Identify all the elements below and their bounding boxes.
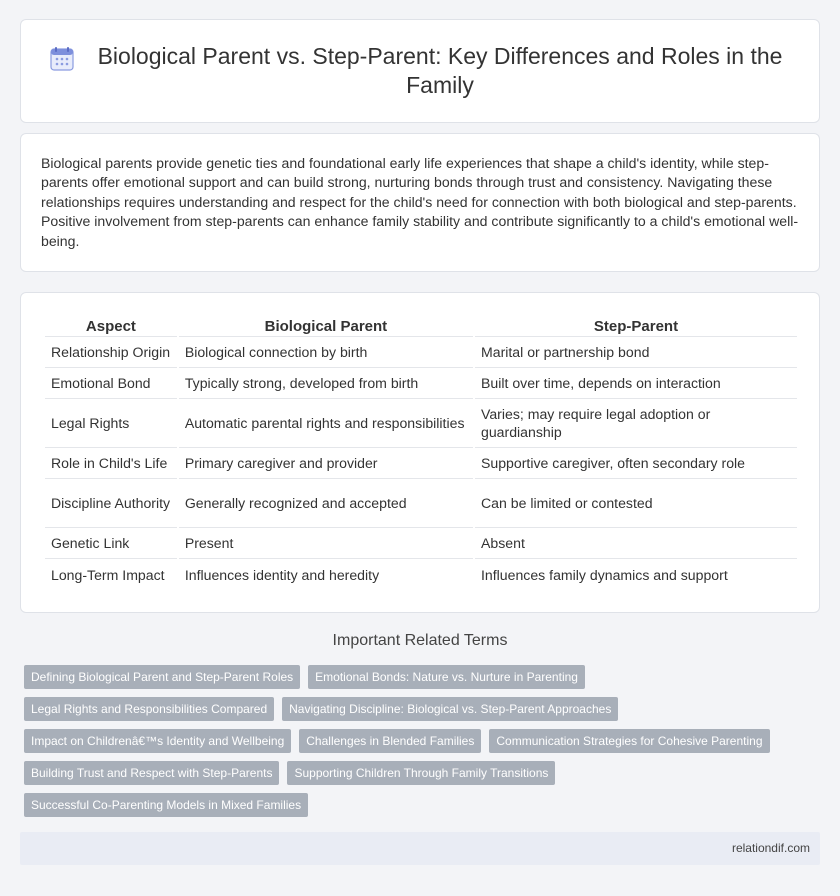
- related-term-tag[interactable]: Legal Rights and Responsibilities Compared: [24, 697, 274, 721]
- cell-biological: Generally recognized and accepted: [179, 479, 473, 528]
- cell-aspect: Role in Child's Life: [45, 448, 177, 479]
- related-term-tag[interactable]: Emotional Bonds: Nature vs. Nurture in Parenting: [308, 665, 585, 689]
- related-terms-title: Important Related Terms: [332, 632, 508, 649]
- related-terms-list: [24, 665, 814, 825]
- cell-step: Built over time, depends on interaction: [475, 368, 797, 399]
- table-row: [45, 337, 797, 368]
- cell-aspect: Long-Term Impact: [51, 566, 165, 583]
- cell-step: Marital or partnership bond: [475, 337, 797, 368]
- cell-step: Varies; may require legal adoption or guardianship: [475, 399, 797, 448]
- table-row: [45, 479, 797, 528]
- cell-step: Supportive caregiver, often secondary role: [475, 448, 797, 479]
- tag-row: [24, 729, 814, 753]
- page-title: Biological Parent vs. Step-Parent: Key Differences and Roles in the Family: [97, 43, 783, 98]
- cell-aspect: Genetic Link: [45, 528, 177, 559]
- cell-biological: Typically strong, developed from birth: [179, 368, 473, 399]
- footer: [20, 832, 820, 865]
- table-row: [45, 368, 797, 399]
- footer-site-link[interactable]: relationdif.com: [731, 841, 810, 855]
- cell-aspect: Legal Rights: [45, 399, 177, 448]
- cell-biological: Automatic parental rights and responsibilities: [179, 399, 473, 448]
- cell-biological: Influences identity and heredity: [184, 566, 380, 583]
- related-term-tag[interactable]: Building Trust and Respect with Step-Parents: [24, 761, 279, 785]
- tag-row: [24, 697, 814, 721]
- cell-step: Absent: [475, 528, 797, 559]
- intro-card: [20, 133, 820, 272]
- cell-step: Can be limited or contested: [475, 479, 797, 528]
- table-row: [45, 528, 797, 559]
- cell-aspect: Discipline Authority: [45, 479, 177, 528]
- cell-aspect: Relationship Origin: [45, 337, 177, 368]
- header-biological-parent: Biological Parent: [179, 314, 473, 337]
- comparison-table: [43, 314, 799, 590]
- related-term-tag[interactable]: Challenges in Blended Families: [299, 729, 481, 753]
- cell-biological: Present: [179, 528, 473, 559]
- header-aspect: Aspect: [45, 314, 177, 337]
- related-term-tag[interactable]: Navigating Discipline: Biological vs. Step-Parent Approaches: [282, 697, 618, 721]
- table-row: [45, 559, 797, 590]
- intro-paragraph: Biological parents provide genetic ties and foundational early life experiences that shape a child's identity, while step-parents offer emotional support and can build strong, nurturing bonds through trust and consistency. Navigating these relationships requires understanding and respect for the child's need for connection with both biological and step-parents. Positive involvement from step-parents can enhance family stability and contribute significantly to a child's emotional well-being.: [41, 155, 799, 249]
- related-term-tag[interactable]: Communication Strategies for Cohesive Parenting: [489, 729, 769, 753]
- cell-biological: Biological connection by birth: [179, 337, 473, 368]
- tag-row: [24, 665, 814, 689]
- header-step-parent: Step-Parent: [475, 314, 797, 337]
- cell-biological: Primary caregiver and provider: [179, 448, 473, 479]
- header-card: [20, 19, 820, 123]
- cell-step: Influences family dynamics and support: [480, 566, 728, 583]
- tag-row: [24, 793, 814, 817]
- table-row: [45, 448, 797, 479]
- tag-row: [24, 761, 814, 785]
- table-header-row: [45, 314, 797, 337]
- related-term-tag[interactable]: Defining Biological Parent and Step-Parent Roles: [24, 665, 300, 689]
- cell-aspect: Emotional Bond: [45, 368, 177, 399]
- related-term-tag[interactable]: Successful Co-Parenting Models in Mixed Families: [24, 793, 308, 817]
- related-term-tag[interactable]: Supporting Children Through Family Transitions: [287, 761, 555, 785]
- related-term-tag[interactable]: Impact on Childrenâ€™s Identity and Wellbeing: [24, 729, 291, 753]
- table-row: [45, 399, 797, 448]
- comparison-table-card: [20, 292, 820, 613]
